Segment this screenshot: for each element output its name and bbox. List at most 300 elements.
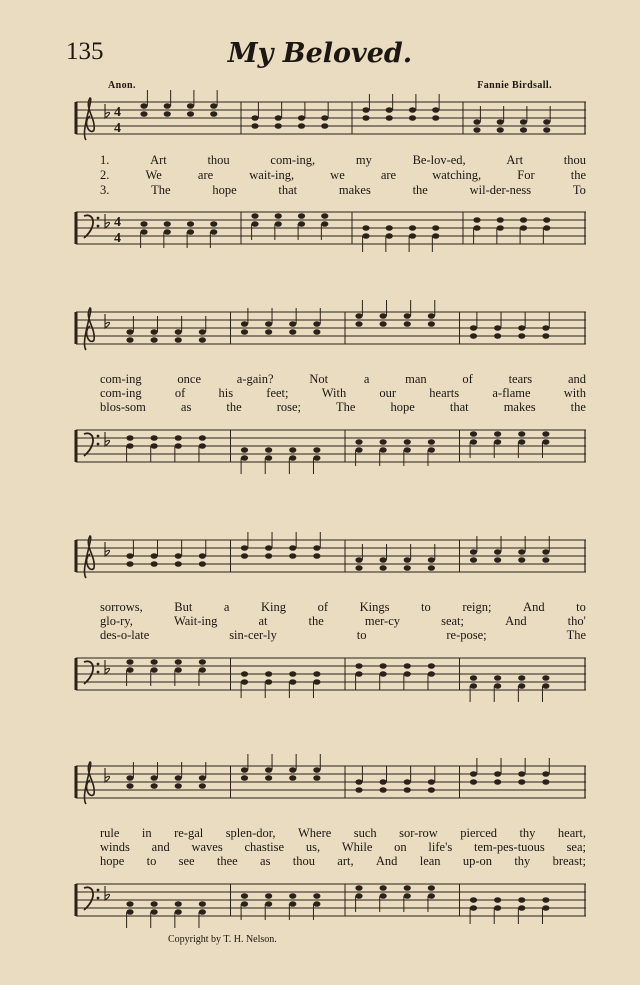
note-head — [210, 103, 217, 109]
note-head — [241, 553, 248, 559]
note-head — [380, 779, 387, 785]
lyric-word: us, — [305, 840, 321, 854]
lyric-word: are — [380, 168, 397, 182]
note-head — [362, 115, 369, 121]
music-credit: Fannie Birdsall. — [477, 80, 552, 91]
lyric-word: blos-som — [100, 400, 146, 414]
flat-icon — [105, 768, 110, 782]
note-head — [518, 905, 525, 911]
lyric-word: to — [421, 600, 431, 614]
note-head — [126, 443, 133, 449]
note-head — [313, 679, 320, 685]
note-head — [140, 221, 147, 227]
note-head — [432, 115, 439, 121]
note-head — [210, 229, 217, 235]
lyric-line-verse-2 — [100, 614, 586, 629]
lyric-word: hope — [100, 854, 125, 868]
lyric-line-verse-1 — [100, 600, 586, 615]
note-head — [386, 115, 393, 121]
note-head — [289, 321, 296, 327]
note-head — [542, 325, 549, 331]
note-head — [470, 557, 477, 563]
note-head — [409, 233, 416, 239]
music-system-1 — [72, 96, 586, 266]
note-head — [175, 901, 182, 907]
bass-clef-icon — [84, 661, 93, 684]
lyric-word: man — [405, 372, 427, 386]
note-head — [313, 893, 320, 899]
note-head — [313, 455, 320, 461]
note-head — [175, 553, 182, 559]
lyric-word: rose; — [276, 400, 301, 414]
lyric-word: hope — [390, 400, 415, 414]
lyric-word: a-flame — [492, 386, 531, 400]
note-head — [409, 225, 416, 231]
note-head — [175, 775, 182, 781]
note-head — [265, 553, 272, 559]
note-head — [313, 901, 320, 907]
lyric-word: While — [341, 840, 373, 854]
lyric-word: chastise — [244, 840, 285, 854]
bass-clef-dot — [97, 889, 100, 892]
lyric-word: a — [223, 600, 230, 614]
lyric-word: heart, — [557, 826, 586, 840]
lyric-word: of — [317, 600, 329, 614]
note-head — [386, 107, 393, 113]
note-head — [313, 671, 320, 677]
note-head — [175, 337, 182, 343]
note-head — [494, 771, 501, 777]
lyric-word: des-o-late — [100, 628, 150, 642]
note-head — [313, 447, 320, 453]
note-head — [199, 783, 206, 789]
lyric-word: feet; — [266, 386, 289, 400]
flat-icon — [105, 432, 110, 446]
note-head — [380, 787, 387, 793]
lyric-word: hearts — [429, 386, 460, 400]
lyric-word: King — [261, 600, 287, 614]
note-head — [140, 229, 147, 235]
note-head — [199, 553, 206, 559]
note-head — [265, 545, 272, 551]
note-head — [409, 115, 416, 121]
note-head — [140, 103, 147, 109]
note-head — [428, 885, 435, 891]
lyric-word: to — [146, 854, 157, 868]
lyric-word: winds — [100, 840, 130, 854]
note-head — [494, 905, 501, 911]
time-signature-bottom: 4 — [114, 121, 121, 136]
lyric-word: in — [141, 826, 152, 840]
lyric-word: thee — [216, 854, 238, 868]
note-head — [151, 337, 158, 343]
lyric-word: tears — [508, 372, 533, 386]
lyric-word: a-gain? — [236, 372, 274, 386]
note-head — [404, 557, 411, 563]
bass-staff — [72, 424, 586, 496]
note-head — [380, 893, 387, 899]
note-head — [241, 901, 248, 907]
lyric-word: that — [449, 400, 469, 414]
lyric-word: 2. — [100, 168, 110, 182]
note-head — [428, 671, 435, 677]
note-head — [265, 455, 272, 461]
bass-clef-dot — [97, 225, 100, 228]
note-head — [518, 683, 525, 689]
note-head — [187, 221, 194, 227]
lyric-word: tem-pes-tuous — [473, 840, 545, 854]
lyric-word: sea; — [566, 840, 586, 854]
note-head — [265, 329, 272, 335]
lyric-line-verse-2 — [100, 386, 586, 401]
note-head — [126, 901, 133, 907]
note-head — [265, 321, 272, 327]
note-head — [355, 779, 362, 785]
note-head — [473, 127, 480, 133]
note-head — [386, 225, 393, 231]
bass-clef-icon — [84, 887, 93, 910]
flat-icon — [105, 542, 110, 556]
treble-staff — [72, 96, 586, 148]
music-system-4 — [72, 760, 586, 930]
lyric-word: breast; — [552, 854, 586, 868]
lyric-word: watching, — [432, 168, 482, 182]
note-head — [404, 321, 411, 327]
note-head — [265, 901, 272, 907]
lyric-word: thy — [519, 826, 536, 840]
note-head — [321, 123, 328, 129]
lyric-word: Not — [309, 372, 329, 386]
note-head — [404, 447, 411, 453]
lyric-word: Wait-ing — [173, 614, 218, 628]
note-head — [298, 221, 305, 227]
note-head — [428, 313, 435, 319]
lyric-word: hope — [212, 183, 237, 197]
lyric-word: And — [523, 600, 545, 614]
note-head — [241, 775, 248, 781]
music-system-2 — [72, 306, 586, 496]
note-head — [473, 119, 480, 125]
note-head — [251, 213, 258, 219]
lyric-word: of — [462, 372, 473, 386]
note-head — [470, 333, 477, 339]
note-head — [241, 545, 248, 551]
note-head — [497, 225, 504, 231]
note-head — [518, 439, 525, 445]
lyric-word: The — [566, 628, 586, 642]
bass-clef-dot — [97, 897, 100, 900]
note-head — [289, 455, 296, 461]
note-head — [428, 565, 435, 571]
note-head — [164, 229, 171, 235]
note-head — [175, 667, 182, 673]
note-head — [289, 545, 296, 551]
lyric-word: sor-row — [399, 826, 438, 840]
lyric-word: thou — [207, 153, 230, 167]
note-head — [151, 329, 158, 335]
note-head — [140, 111, 147, 117]
note-head — [404, 439, 411, 445]
note-head — [298, 115, 305, 121]
note-head — [275, 123, 282, 129]
note-head — [126, 775, 133, 781]
note-head — [187, 111, 194, 117]
note-head — [289, 767, 296, 773]
note-head — [362, 233, 369, 239]
lyric-word: But — [174, 600, 193, 614]
note-head — [428, 439, 435, 445]
note-head — [494, 557, 501, 563]
note-head — [275, 213, 282, 219]
note-head — [164, 111, 171, 117]
note-head — [265, 447, 272, 453]
note-head — [470, 325, 477, 331]
note-head — [428, 663, 435, 669]
note-head — [470, 683, 477, 689]
note-head — [355, 885, 362, 891]
note-head — [187, 229, 194, 235]
note-head — [151, 553, 158, 559]
lyric-word: the — [226, 400, 242, 414]
note-head — [241, 321, 248, 327]
note-head — [355, 565, 362, 571]
note-head — [409, 107, 416, 113]
note-head — [404, 787, 411, 793]
bass-staff — [72, 206, 586, 266]
note-head — [251, 115, 258, 121]
lyric-word: And — [375, 854, 398, 868]
note-head — [380, 447, 387, 453]
note-head — [497, 119, 504, 125]
lyric-word: re-gal — [174, 826, 204, 840]
note-head — [470, 771, 477, 777]
bass-clef-icon — [84, 433, 93, 456]
lyric-word: such — [353, 826, 377, 840]
note-head — [355, 663, 362, 669]
note-head — [175, 783, 182, 789]
treble-staff — [72, 760, 586, 822]
note-head — [497, 217, 504, 223]
bass-clef-dot — [97, 663, 100, 666]
note-head — [404, 313, 411, 319]
lyric-word: the — [308, 614, 324, 628]
note-head — [542, 549, 549, 555]
note-head — [321, 221, 328, 227]
note-head — [494, 333, 501, 339]
note-head — [355, 893, 362, 899]
lyric-word: that — [278, 183, 298, 197]
flat-icon — [105, 660, 110, 674]
note-head — [494, 897, 501, 903]
note-head — [321, 115, 328, 121]
note-head — [241, 679, 248, 685]
lyric-word: The — [151, 183, 171, 197]
lyric-word: thy — [514, 854, 531, 868]
note-head — [199, 659, 206, 665]
lyric-line-verse-2 — [100, 168, 586, 183]
note-head — [497, 127, 504, 133]
lyric-word: to — [356, 628, 367, 642]
copyright-notice: Copyright by T. H. Nelson. — [168, 934, 277, 945]
lyric-word: art, — [337, 854, 354, 868]
note-head — [380, 557, 387, 563]
note-head — [241, 329, 248, 335]
lyric-word: at — [258, 614, 268, 628]
note-head — [404, 663, 411, 669]
lyric-word: life's — [428, 840, 453, 854]
lyric-line-verse-3 — [100, 400, 586, 415]
bass-clef-dot — [97, 435, 100, 438]
note-head — [210, 221, 217, 227]
lyric-word: lean — [419, 854, 441, 868]
note-head — [380, 439, 387, 445]
lyric-line-verse-3 — [100, 183, 586, 198]
note-head — [199, 329, 206, 335]
note-head — [199, 667, 206, 673]
note-head — [126, 909, 133, 915]
note-head — [404, 779, 411, 785]
lyric-line-verse-1 — [100, 153, 586, 168]
lyric-line-verse-3 — [100, 854, 586, 869]
hymn-title: My Beloved. — [227, 38, 413, 69]
note-head — [175, 435, 182, 441]
note-head — [428, 557, 435, 563]
lyric-word: makes — [338, 183, 371, 197]
note-head — [151, 659, 158, 665]
note-head — [175, 443, 182, 449]
note-head — [542, 683, 549, 689]
lyric-word: sin-cer-ly — [229, 628, 277, 642]
note-head — [470, 897, 477, 903]
lyric-word: see — [178, 854, 195, 868]
lyric-word: com-ing — [100, 372, 142, 386]
lyric-word: sorrows, — [100, 600, 143, 614]
treble-staff — [72, 534, 586, 596]
lyric-word: and — [151, 840, 170, 854]
lyric-word: With — [321, 386, 347, 400]
words-credit: Anon. — [108, 80, 136, 91]
note-head — [518, 897, 525, 903]
note-head — [126, 783, 133, 789]
note-head — [428, 787, 435, 793]
note-head — [404, 565, 411, 571]
note-head — [151, 561, 158, 567]
note-head — [126, 659, 133, 665]
note-head — [289, 893, 296, 899]
note-head — [355, 557, 362, 563]
note-head — [298, 213, 305, 219]
note-head — [151, 667, 158, 673]
note-head — [289, 775, 296, 781]
lyric-line-verse-2 — [100, 840, 586, 855]
lyric-word: are — [197, 168, 214, 182]
note-head — [380, 321, 387, 327]
note-head — [199, 909, 206, 915]
note-head — [362, 225, 369, 231]
note-head — [199, 435, 206, 441]
note-head — [126, 667, 133, 673]
bass-clef-dot — [97, 217, 100, 220]
note-head — [518, 557, 525, 563]
note-head — [126, 561, 133, 567]
lyric-word: glo-ry, — [100, 614, 133, 628]
note-head — [355, 439, 362, 445]
lyric-word: my — [355, 153, 372, 167]
lyric-word: wil-der-ness — [469, 183, 532, 197]
note-head — [380, 885, 387, 891]
note-head — [210, 111, 217, 117]
bass-clef-dot — [97, 443, 100, 446]
note-head — [432, 107, 439, 113]
lyric-word: a — [363, 372, 370, 386]
note-head — [542, 675, 549, 681]
note-head — [265, 767, 272, 773]
bass-clef-icon — [84, 215, 93, 238]
lyric-word: 1. — [100, 153, 110, 167]
note-head — [241, 455, 248, 461]
page-number: 135 — [66, 38, 104, 65]
lyric-word: We — [145, 168, 162, 182]
note-head — [199, 337, 206, 343]
note-head — [265, 671, 272, 677]
lyric-word: reign; — [462, 600, 492, 614]
note-head — [494, 431, 501, 437]
note-head — [520, 119, 527, 125]
note-head — [494, 779, 501, 785]
note-head — [241, 767, 248, 773]
lyric-word: tho' — [567, 614, 586, 628]
note-head — [313, 767, 320, 773]
lyric-word: the — [412, 183, 428, 197]
note-head — [428, 779, 435, 785]
note-head — [126, 329, 133, 335]
note-head — [313, 321, 320, 327]
note-head — [313, 553, 320, 559]
note-head — [432, 225, 439, 231]
note-head — [355, 447, 362, 453]
note-head — [542, 771, 549, 777]
note-head — [355, 321, 362, 327]
treble-staff — [72, 306, 586, 368]
note-head — [321, 213, 328, 219]
lyric-word: seat; — [441, 614, 465, 628]
lyric-word: pierced — [460, 826, 497, 840]
note-head — [175, 909, 182, 915]
note-head — [518, 675, 525, 681]
lyric-word: once — [177, 372, 202, 386]
note-head — [432, 233, 439, 239]
lyric-word: And — [505, 614, 527, 628]
note-head — [380, 565, 387, 571]
flat-icon — [105, 886, 110, 900]
note-head — [380, 663, 387, 669]
note-head — [289, 329, 296, 335]
note-head — [470, 675, 477, 681]
lyric-word: thou — [292, 854, 315, 868]
note-head — [428, 893, 435, 899]
note-head — [542, 779, 549, 785]
note-head — [542, 557, 549, 563]
note-head — [313, 545, 320, 551]
note-head — [265, 893, 272, 899]
lyric-word: mer-cy — [364, 614, 401, 628]
bass-staff — [72, 652, 586, 724]
lyric-word: com-ing — [100, 386, 142, 400]
note-head — [470, 549, 477, 555]
note-head — [518, 771, 525, 777]
lyric-word: with — [563, 386, 586, 400]
lyric-word: wait-ing, — [249, 168, 295, 182]
